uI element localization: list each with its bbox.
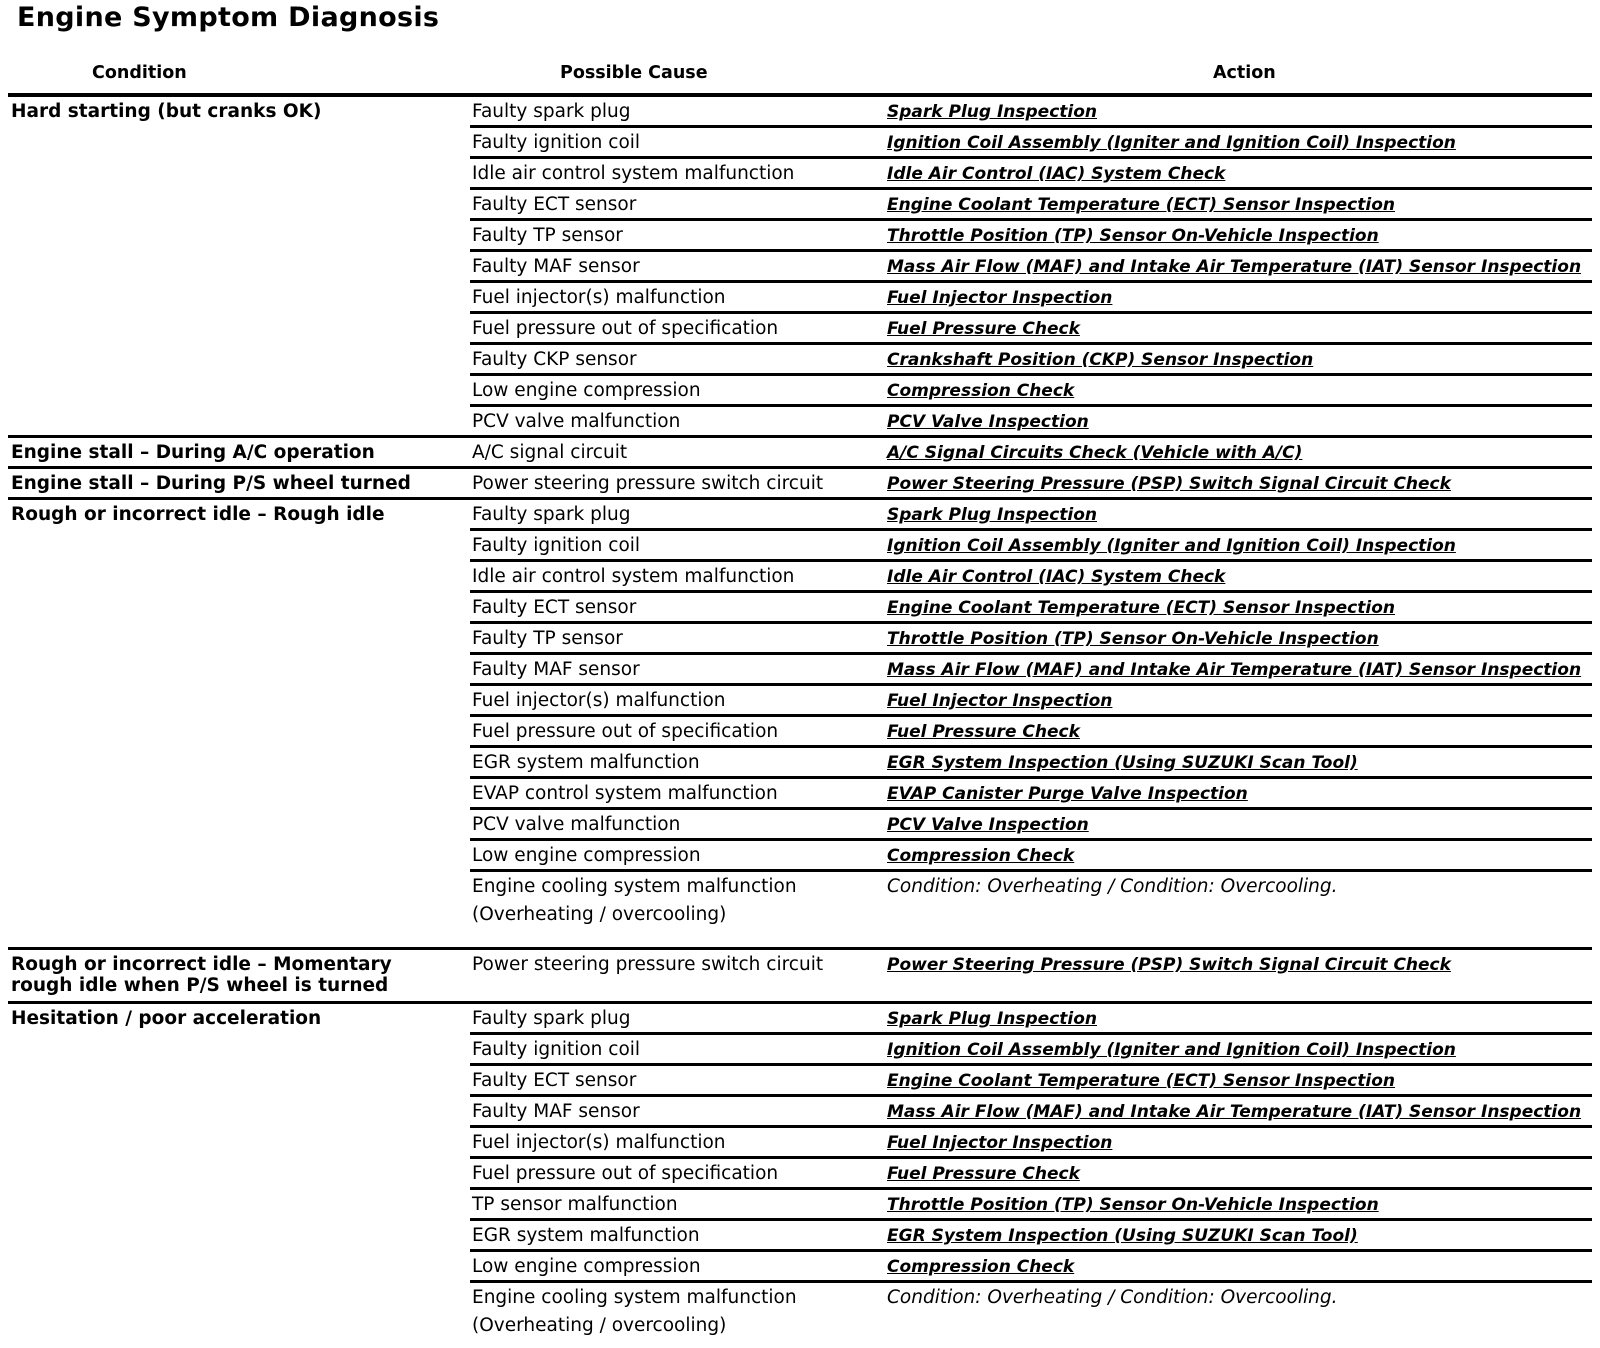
row-divider <box>470 311 1592 314</box>
cause-cell: Faulty spark plug <box>472 504 631 525</box>
action-link[interactable]: EVAP Canister Purge Valve Inspection <box>887 784 1248 804</box>
row-divider <box>470 1187 1592 1190</box>
action-link[interactable]: Idle Air Control (IAC) System Check <box>887 567 1226 587</box>
action-link[interactable]: Fuel Injector Inspection <box>887 1133 1113 1153</box>
action-link[interactable]: Ignition Coil Assembly (Igniter and Ignition Coil) Inspection <box>887 536 1456 556</box>
cause-cell: Fuel pressure out of specification <box>472 318 779 339</box>
action-link[interactable]: Spark Plug Inspection <box>887 505 1098 525</box>
row-divider <box>470 745 1592 748</box>
group-divider <box>8 435 1592 438</box>
action-text: Condition: Overheating / Condition: Overcooling. <box>887 1287 1338 1308</box>
action-link[interactable]: PCV Valve Inspection <box>887 815 1089 835</box>
action-link[interactable]: Throttle Position (TP) Sensor On-Vehicle Inspection <box>887 226 1379 246</box>
cause-cell: EVAP control system malfunction <box>472 783 778 804</box>
row-divider <box>470 404 1592 407</box>
action-link[interactable]: PCV Valve Inspection <box>887 412 1089 432</box>
condition-label: Rough or incorrect idle – Rough idle <box>11 504 385 525</box>
cause-cell: Faulty MAF sensor <box>472 256 640 277</box>
action-link[interactable]: Fuel Injector Inspection <box>887 691 1113 711</box>
cause-cell: Fuel injector(s) malfunction <box>472 1132 726 1153</box>
cause-cell: Faulty spark plug <box>472 101 631 122</box>
cause-cell: Engine cooling system malfunction (Overheating / overcooling) <box>472 876 797 925</box>
row-divider <box>470 373 1592 376</box>
cause-cell: Power steering pressure switch circuit <box>472 954 824 975</box>
row-divider <box>470 1156 1592 1159</box>
action-link[interactable]: Fuel Injector Inspection <box>887 288 1113 308</box>
row-divider <box>470 280 1592 283</box>
action-link[interactable]: Engine Coolant Temperature (ECT) Sensor Inspection <box>887 1071 1395 1091</box>
cause-cell: Idle air control system malfunction <box>472 163 795 184</box>
cause-cell: Fuel injector(s) malfunction <box>472 690 726 711</box>
page-title: Engine Symptom Diagnosis <box>17 2 440 33</box>
row-divider <box>470 1032 1592 1035</box>
cause-cell: Fuel injector(s) malfunction <box>472 287 726 308</box>
cause-cell: Faulty ECT sensor <box>472 194 637 215</box>
cause-cell: Engine cooling system malfunction (Overheating / overcooling) <box>472 1287 797 1336</box>
row-divider <box>470 528 1592 531</box>
action-link[interactable]: Crankshaft Position (CKP) Sensor Inspection <box>887 350 1314 370</box>
row-divider <box>470 652 1592 655</box>
condition-label: Hard starting (but cranks OK) <box>11 101 322 122</box>
cause-cell: Idle air control system malfunction <box>472 566 795 587</box>
cause-cell: Faulty TP sensor <box>472 225 623 246</box>
row-divider <box>470 1125 1592 1128</box>
row-divider <box>470 621 1592 624</box>
cause-cell: EGR system malfunction <box>472 1225 700 1246</box>
row-divider <box>470 559 1592 562</box>
cause-cell: A/C signal circuit <box>472 442 628 463</box>
row-divider <box>470 342 1592 345</box>
condition-label: Engine stall – During P/S wheel turned <box>11 473 411 494</box>
action-link[interactable]: Throttle Position (TP) Sensor On-Vehicle Inspection <box>887 1195 1379 1215</box>
action-link[interactable]: Idle Air Control (IAC) System Check <box>887 164 1226 184</box>
row-divider <box>470 714 1592 717</box>
cause-cell: Low engine compression <box>472 380 701 401</box>
row-divider <box>470 1063 1592 1066</box>
row-divider <box>470 683 1592 686</box>
action-link[interactable]: Throttle Position (TP) Sensor On-Vehicle Inspection <box>887 629 1379 649</box>
cause-cell: Faulty ignition coil <box>472 1039 641 1060</box>
row-divider <box>470 1249 1592 1252</box>
cause-cell: Fuel pressure out of specification <box>472 721 779 742</box>
cause-cell: Faulty spark plug <box>472 1008 631 1029</box>
action-link[interactable]: Compression Check <box>887 381 1075 401</box>
header-divider <box>8 93 1592 97</box>
row-divider <box>470 125 1592 128</box>
condition-label: Hesitation / poor acceleration <box>11 1008 322 1029</box>
cause-cell: PCV valve malfunction <box>472 814 681 835</box>
row-divider <box>470 869 1592 872</box>
row-divider <box>470 1094 1592 1097</box>
cause-cell: Faulty ECT sensor <box>472 1070 637 1091</box>
header-condition: Condition <box>92 63 187 83</box>
condition-label: Rough or incorrect idle – Momentary rough idle when P/S wheel is turned <box>11 954 392 996</box>
group-divider <box>8 947 1592 950</box>
cause-cell: TP sensor malfunction <box>472 1194 678 1215</box>
action-link[interactable]: Engine Coolant Temperature (ECT) Sensor Inspection <box>887 598 1395 618</box>
cause-cell: Low engine compression <box>472 845 701 866</box>
action-link[interactable]: Mass Air Flow (MAF) and Intake Air Temperature (IAT) Sensor Inspection <box>887 660 1582 680</box>
header-action: Action <box>1213 63 1276 83</box>
header-possible-cause: Possible Cause <box>560 63 708 83</box>
row-divider <box>470 156 1592 159</box>
cause-cell: Power steering pressure switch circuit <box>472 473 824 494</box>
group-divider <box>8 466 1592 469</box>
action-link[interactable]: Ignition Coil Assembly (Igniter and Ignition Coil) Inspection <box>887 133 1456 153</box>
action-link[interactable]: EGR System Inspection (Using SUZUKI Scan Tool) <box>887 1226 1358 1246</box>
action-text: Condition: Overheating / Condition: Overcooling. <box>887 876 1338 897</box>
action-link[interactable]: Mass Air Flow (MAF) and Intake Air Temperature (IAT) Sensor Inspection <box>887 1102 1582 1122</box>
action-link[interactable]: Fuel Pressure Check <box>887 319 1080 339</box>
row-divider <box>470 1218 1592 1221</box>
row-divider <box>470 838 1592 841</box>
action-link[interactable]: Compression Check <box>887 1257 1075 1277</box>
cause-cell: Faulty ECT sensor <box>472 597 637 618</box>
row-divider <box>470 590 1592 593</box>
row-divider <box>470 807 1592 810</box>
row-divider <box>470 249 1592 252</box>
action-link[interactable]: EGR System Inspection (Using SUZUKI Scan Tool) <box>887 753 1358 773</box>
group-divider <box>8 497 1592 500</box>
action-link[interactable]: Power Steering Pressure (PSP) Switch Signal Circuit Check <box>887 955 1451 975</box>
cause-cell: Faulty TP sensor <box>472 628 623 649</box>
cause-cell: PCV valve malfunction <box>472 411 681 432</box>
group-divider <box>8 1001 1592 1004</box>
action-link[interactable]: A/C Signal Circuits Check (Vehicle with A/C) <box>887 443 1303 463</box>
cause-cell: Faulty CKP sensor <box>472 349 637 370</box>
action-link[interactable]: Fuel Pressure Check <box>887 1164 1080 1184</box>
row-divider <box>470 1280 1592 1283</box>
action-link[interactable]: Power Steering Pressure (PSP) Switch Signal Circuit Check <box>887 474 1451 494</box>
condition-label: Engine stall – During A/C operation <box>11 442 375 463</box>
action-link[interactable]: Mass Air Flow (MAF) and Intake Air Temperature (IAT) Sensor Inspection <box>887 257 1582 277</box>
action-link[interactable]: Engine Coolant Temperature (ECT) Sensor Inspection <box>887 195 1395 215</box>
cause-cell: Faulty ignition coil <box>472 535 641 556</box>
cause-cell: Faulty MAF sensor <box>472 659 640 680</box>
action-link[interactable]: Spark Plug Inspection <box>887 1009 1098 1029</box>
cause-cell: EGR system malfunction <box>472 752 700 773</box>
action-link[interactable]: Ignition Coil Assembly (Igniter and Ignition Coil) Inspection <box>887 1040 1456 1060</box>
row-divider <box>470 776 1592 779</box>
action-link[interactable]: Compression Check <box>887 846 1075 866</box>
cause-cell: Faulty ignition coil <box>472 132 641 153</box>
action-link[interactable]: Spark Plug Inspection <box>887 102 1098 122</box>
action-link[interactable]: Fuel Pressure Check <box>887 722 1080 742</box>
cause-cell: Faulty MAF sensor <box>472 1101 640 1122</box>
row-divider <box>470 187 1592 190</box>
row-divider <box>470 218 1592 221</box>
cause-cell: Low engine compression <box>472 1256 701 1277</box>
cause-cell: Fuel pressure out of specification <box>472 1163 779 1184</box>
